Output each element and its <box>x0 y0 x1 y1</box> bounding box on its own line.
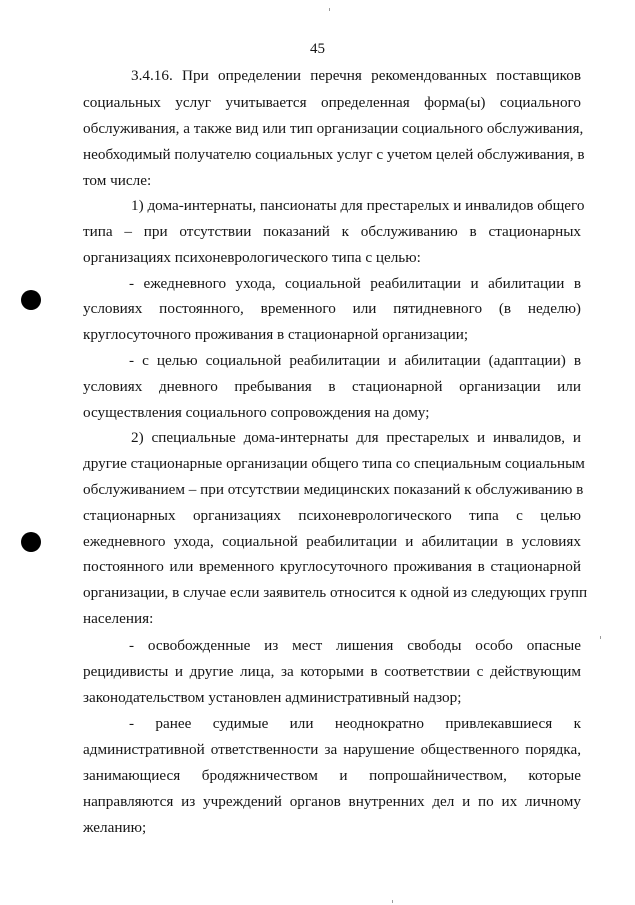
text-line: ежедневного ухода, социальной реабилитации и абилитации в условиях <box>83 533 581 550</box>
text-line: осуществления социального сопровождения на дому; <box>83 404 430 421</box>
scan-speck <box>329 8 330 11</box>
scan-speck <box>392 900 393 903</box>
punch-hole-mark <box>21 290 41 310</box>
text-line: условиях дневного пребывания в стационарной организации или <box>83 378 581 395</box>
text-line: организации, в случае если заявитель относится к одной из следующих групп <box>83 584 588 601</box>
text-line: обслуживанием – при отсутствии медицинских показаний к обслуживанию в <box>83 481 584 498</box>
text-line: условиях постоянного, временного или пятидневного (в неделю) <box>83 300 581 317</box>
text-line: населения: <box>83 610 154 627</box>
text-line: другие стационарные организации общего типа со специальным социальным <box>83 455 585 472</box>
text-line: стационарных организациях психоневрологического типа с целью <box>83 507 581 524</box>
text-line: обслуживания, а также вид или тип организации социального обслуживания, <box>83 120 584 137</box>
text-line: 2) специальные дома-интернаты для престарелых и инвалидов, и <box>131 429 581 446</box>
text-line: законодательством установлен административный надзор; <box>83 689 462 706</box>
text-line: организациях психоневрологического типа с целью: <box>83 249 421 266</box>
text-line: желанию; <box>83 819 147 836</box>
text-line: - ежедневного ухода, социальной реабилитации и абилитации в <box>129 275 581 292</box>
text-line: рецидивисты и другие лица, за которыми в соответствии с действующим <box>83 663 581 680</box>
text-line: - с целью социальной реабилитации и абилитации (адаптации) в <box>129 352 581 369</box>
text-line: - освобожденные из мест лишения свободы особо опасные <box>129 637 581 654</box>
text-line: социальных услуг учитывается определенная форма(ы) социального <box>83 94 581 111</box>
text-line: постоянного или временного круглосуточного проживания в стационарной <box>83 558 581 575</box>
text-line: занимающиеся бродяжничеством и попрошайничеством, которые <box>83 767 581 784</box>
page-number: 45 <box>310 41 325 57</box>
text-line: необходимый получателю социальных услуг с учетом целей обслуживания, в <box>83 146 585 163</box>
text-line: административной ответственности за нарушение общественного порядка, <box>83 741 581 758</box>
text-line: 3.4.16. При определении перечня рекомендованных поставщиков <box>131 67 581 84</box>
text-line: типа – при отсутствии показаний к обслуживанию в стационарных <box>83 223 581 240</box>
text-line: 1) дома-интернаты, пансионаты для престарелых и инвалидов общего <box>131 197 585 214</box>
text-line: круглосуточного проживания в стационарной организации; <box>83 326 469 343</box>
scan-speck <box>600 636 601 639</box>
text-line: - ранее судимые или неоднократно привлекавшиеся к <box>129 715 581 732</box>
text-line: том числе: <box>83 172 152 189</box>
punch-hole-mark <box>21 532 41 552</box>
text-line: направляются из учреждений органов внутренних дел и по их личному <box>83 793 581 810</box>
